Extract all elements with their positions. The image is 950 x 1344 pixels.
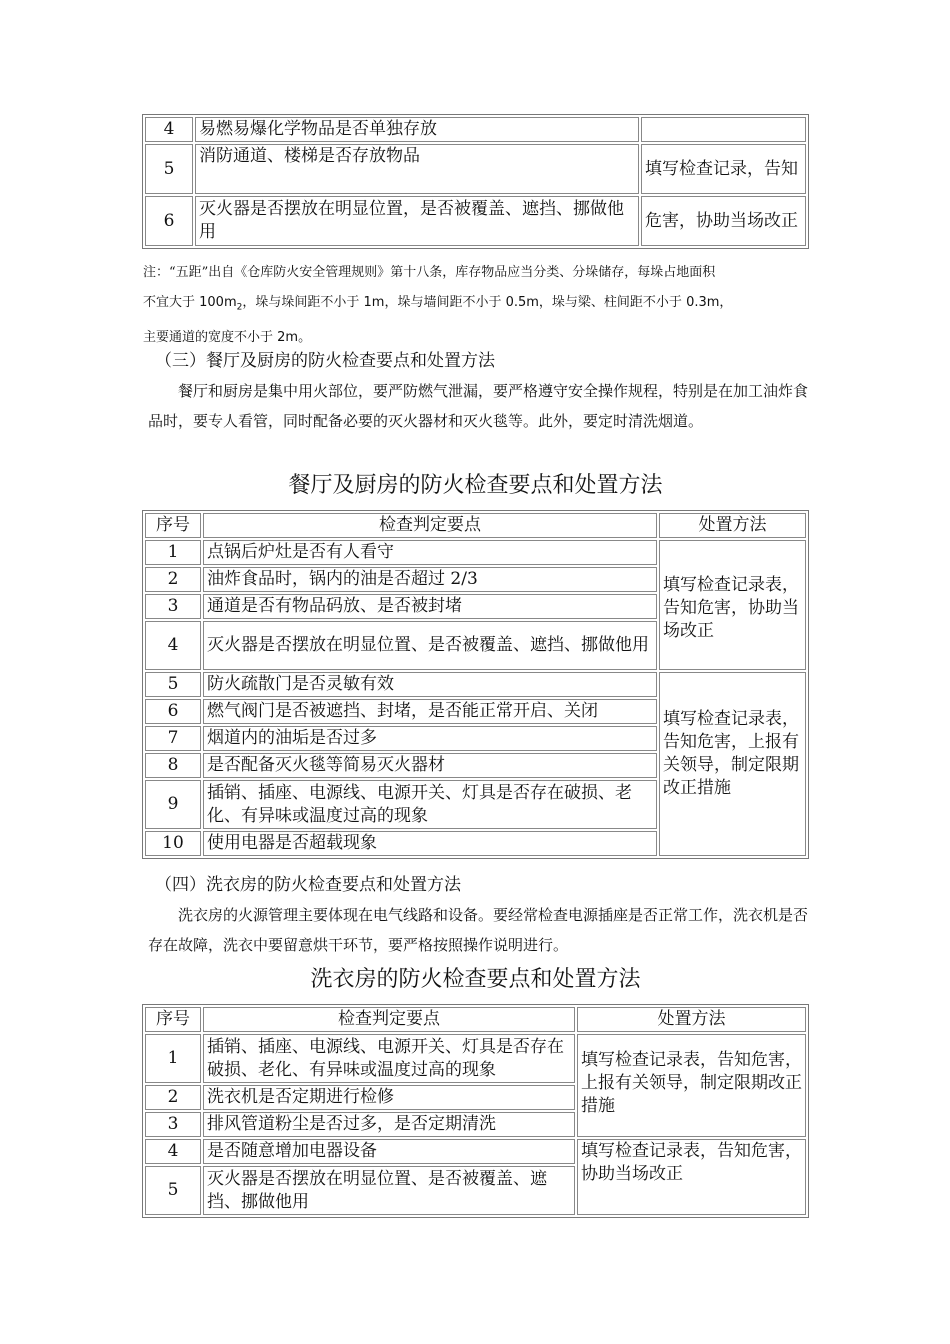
fire-check-table-continued <box>142 114 809 249</box>
row-number: 1 <box>145 1034 201 1083</box>
table-title: 餐厅及厨房的防火检查要点和处置方法 <box>288 473 663 498</box>
table-row <box>145 1034 806 1083</box>
text: ，垛与墙间距不小于 <box>384 295 506 310</box>
check-point: 灭火器是否摆放在明显位置、是否被覆盖、遮挡、挪做他用 <box>203 1166 575 1215</box>
check-point: 通道是否有物品码放、是否被封堵 <box>203 594 657 619</box>
row-number: 3 <box>145 1112 201 1137</box>
kitchen-fire-check-table <box>142 510 809 859</box>
row-number: 4 <box>145 117 193 142</box>
row-number: 6 <box>145 699 201 724</box>
text: 2 <box>236 302 243 313</box>
text: 2m <box>277 329 299 345</box>
check-point: 燃气阀门是否被遮挡、封堵，是否能正常开启、关闭 <box>203 699 657 724</box>
check-point: 点锅后炉灶是否有人看守 <box>203 540 657 565</box>
row-number: 2 <box>145 1085 201 1110</box>
table-title: 洗衣房的防火检查要点和处置方法 <box>310 967 641 992</box>
row-number: 5 <box>145 144 193 194</box>
section-heading: （三）餐厅及厨房的防火检查要点和处置方法 <box>155 351 495 371</box>
check-point: 是否随意增加电器设备 <box>203 1139 575 1164</box>
table-row <box>145 540 806 565</box>
row-number: 6 <box>145 196 193 246</box>
table-row <box>145 672 806 697</box>
text: 100m <box>199 295 237 310</box>
row-number: 10 <box>145 831 201 856</box>
check-point: 插销、插座、电源线、电源开关、灯具是否存在破损、老化、有异味或温度过高的现象 <box>203 780 657 829</box>
method-cell: 填写检查记录表，告知危害，协助当场改正 <box>577 1139 806 1215</box>
method-cell: 填写检查记录表，告知危害，协助当场改正 <box>659 540 806 670</box>
text: 0.3m <box>686 295 720 310</box>
row-number: 9 <box>145 780 201 829</box>
row-number: 7 <box>145 726 201 751</box>
check-point: 消防通道、楼梯是否存放物品 <box>195 144 639 194</box>
check-point: 插销、插座、电源线、电源开关、灯具是否存在破损、老化、有异味或温度过高的现象 <box>203 1034 575 1083</box>
header-point: 检查判定要点 <box>203 1007 575 1032</box>
row-number: 1 <box>145 540 201 565</box>
row-number: 5 <box>145 1166 201 1215</box>
text: 。 <box>298 329 312 345</box>
method-cell: 填写检查记录表，告知危害，上报有关领导，制定限期改正措施 <box>659 672 806 856</box>
footnote-line <box>143 288 813 323</box>
check-point: 灭火器是否摆放在明显位置、是否被覆盖、遮挡、挪做他用 <box>203 621 657 670</box>
method-cell: 填写检查记录表，告知危害，上报有关领导，制定限期改正措施 <box>577 1034 806 1137</box>
text: 不宜大于 <box>143 295 200 310</box>
empty-cell <box>641 117 806 142</box>
section-heading: （四）洗衣房的防火检查要点和处置方法 <box>155 875 461 895</box>
header-method: 处置方法 <box>659 513 806 538</box>
table-row <box>145 1139 806 1164</box>
check-point: 灭火器是否摆放在明显位置，是否被覆盖、遮挡、挪做他用 <box>195 196 639 246</box>
footnote-line: 注：“五距”出自《仓库防火安全管理规则》第十八条，库存物品应当分类、分垛储存，每垛占地面积 <box>143 265 716 280</box>
text: ，垛与梁、柱间距不小于 <box>538 295 687 310</box>
check-point: 易燃易爆化学物品是否单独存放 <box>195 117 639 142</box>
check-point: 是否配备灭火毯等简易灭火器材 <box>203 753 657 778</box>
row-number: 3 <box>145 594 201 619</box>
header-method: 处置方法 <box>577 1007 806 1032</box>
header-num: 序号 <box>145 1007 201 1032</box>
section-paragraph: 餐厅和厨房是集中用火部位，要严防燃气泄漏，要严格遵守安全操作规程，特别是在加工油炸食品时，要专人看管，同时配备必要的灭火器材和灭火毯等。此外，要定时清洗烟道。 <box>148 382 809 430</box>
method-cell: 危害，协助当场改正 <box>641 196 806 246</box>
footnote <box>143 258 813 353</box>
table-header-row <box>145 1007 806 1032</box>
section-paragraph: 洗衣房的火源管理主要体现在电气线路和设备。要经常检查电源插座是否正常工作，洗衣机是否存在故障，洗衣中要留意烘干环节，要严格按照操作说明进行。 <box>148 906 809 954</box>
method-cell: 填写检查记录，告知 <box>641 144 806 194</box>
text: 主要通道的宽度不小于 <box>143 329 278 345</box>
header-num: 序号 <box>145 513 201 538</box>
row-number: 4 <box>145 621 201 670</box>
table-row <box>145 144 806 194</box>
text: 1m <box>363 295 385 310</box>
text: ，垛与垛间距不小于 <box>242 295 364 310</box>
row-number: 8 <box>145 753 201 778</box>
check-point: 烟道内的油垢是否过多 <box>203 726 657 751</box>
check-point: 洗衣机是否定期进行检修 <box>203 1085 575 1110</box>
table-header-row <box>145 513 806 538</box>
laundry-fire-check-table <box>142 1004 809 1218</box>
table-row <box>145 117 806 142</box>
check-point: 油炸食品时，锅内的油是否超过 2/3 <box>203 567 657 592</box>
header-point: 检查判定要点 <box>203 513 657 538</box>
table-row <box>145 196 806 246</box>
row-number: 5 <box>145 672 201 697</box>
row-number: 4 <box>145 1139 201 1164</box>
check-point: 使用电器是否超载现象 <box>203 831 657 856</box>
check-point: 防火疏散门是否灵敏有效 <box>203 672 657 697</box>
check-point: 排风管道粉尘是否过多，是否定期清洗 <box>203 1112 575 1137</box>
text: ， <box>719 295 733 310</box>
row-number: 2 <box>145 567 201 592</box>
text: 0.5m <box>505 295 539 310</box>
